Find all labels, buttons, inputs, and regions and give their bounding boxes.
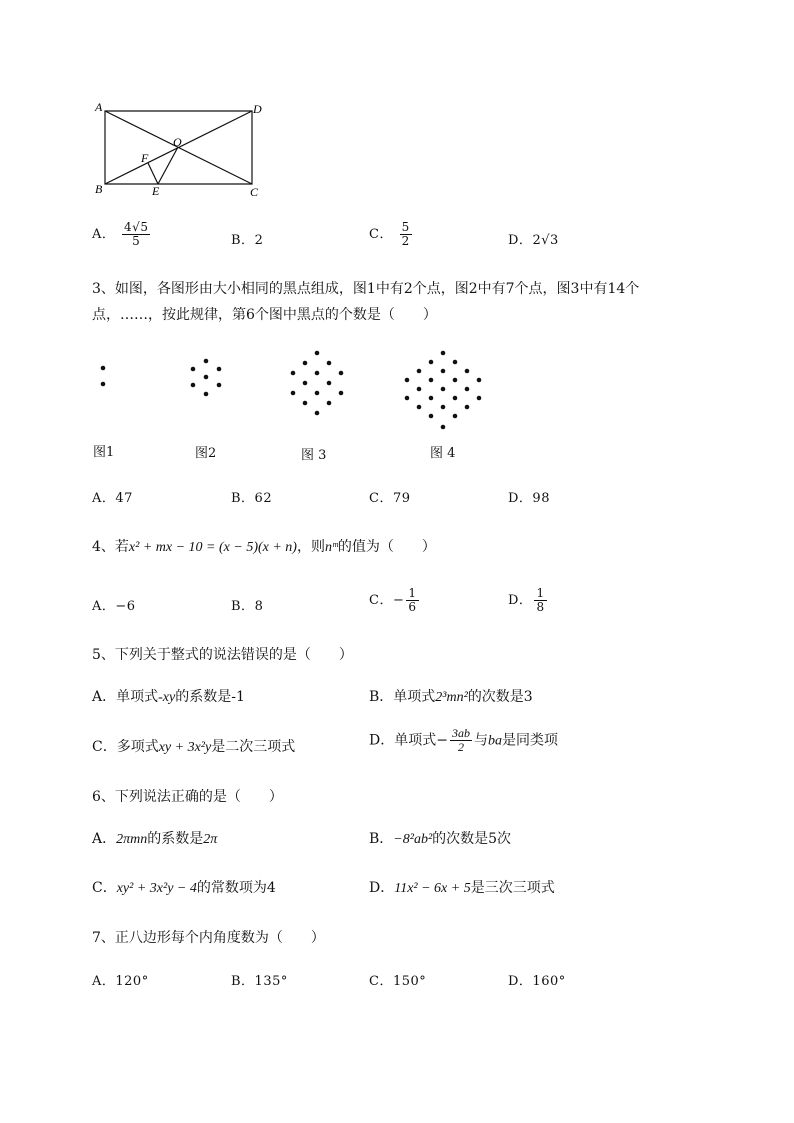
fraction-numerator: 4√5: [124, 220, 149, 234]
option-sign: −: [392, 593, 405, 608]
option-suffix: 是二次三项式: [211, 739, 296, 755]
fraction: [122, 221, 150, 248]
dot: [303, 401, 308, 406]
q4-stem: [92, 536, 436, 556]
q3-option-a[interactable]: A．47: [92, 491, 133, 506]
q2-option-a[interactable]: [92, 221, 152, 248]
dot: [429, 414, 434, 419]
option-connector: 与: [473, 732, 488, 749]
dot: [477, 396, 482, 401]
dot: [191, 383, 196, 388]
segment-fe: [148, 163, 158, 184]
dot: [453, 414, 458, 419]
dot: [204, 392, 209, 397]
dot: [204, 375, 209, 380]
dot: [315, 391, 320, 396]
dot: [465, 405, 470, 410]
fraction-denominator: 8: [536, 600, 545, 614]
point-label: O: [173, 135, 182, 149]
q5-option-d[interactable]: [369, 727, 558, 754]
dot: [327, 361, 332, 366]
fraction-numerator: 1: [536, 586, 545, 600]
option-expression: 2π: [203, 832, 218, 847]
option-expression: −8²ab²: [393, 832, 433, 847]
option-suffix: 是同类项: [501, 732, 558, 749]
option-prefix: D．: [369, 880, 395, 896]
q6-option-c[interactable]: [92, 877, 276, 897]
rectangle-figure: [90, 98, 270, 202]
dot: [465, 387, 470, 392]
point-label: D: [253, 102, 262, 116]
q2-option-d[interactable]: [508, 229, 559, 248]
dot: [405, 378, 410, 383]
q3-option-c[interactable]: C．79: [369, 491, 411, 506]
q3-option-d[interactable]: D．98: [508, 491, 550, 506]
dot: [217, 383, 222, 388]
fraction-denominator: 2: [457, 740, 464, 754]
point-label: A: [95, 100, 103, 114]
option-expression: ba: [487, 733, 502, 749]
option-value: −6: [115, 599, 136, 614]
dot: [204, 359, 209, 364]
q5-option-a[interactable]: [92, 686, 245, 706]
q4-expression: nᵐ: [324, 540, 338, 555]
dot: [315, 371, 320, 376]
option-letter: A．: [92, 227, 116, 242]
q6-option-a[interactable]: [92, 828, 217, 848]
fraction-denominator: 6: [408, 600, 417, 614]
dot: [417, 369, 422, 374]
option-letter: B．: [231, 233, 255, 248]
dot: [101, 366, 106, 371]
q7-stem: 7、正八边形每个内角度数为（ ）: [92, 930, 325, 946]
option-letter: D．: [508, 233, 533, 248]
dot: [303, 381, 308, 386]
option-value: 8: [254, 599, 264, 614]
option-prefix: C．多项式: [92, 739, 159, 755]
dot: [441, 425, 446, 430]
q4-option-c[interactable]: [369, 587, 421, 614]
dot: [315, 411, 320, 416]
option-expression: xy² + 3x²y − 4: [116, 881, 197, 896]
option-prefix: C．: [92, 880, 117, 896]
q4-prefix: 4、若: [92, 539, 129, 555]
q6-option-b[interactable]: [369, 828, 511, 848]
point-label: B: [95, 182, 103, 196]
option-expression: xy + 3x²y: [158, 740, 212, 755]
option-suffix: 的次数是5次: [432, 831, 512, 847]
option-letter: C．: [369, 593, 393, 608]
dot: [217, 367, 222, 372]
fraction-denominator: 2: [401, 234, 410, 248]
option-expression: -xy: [158, 690, 176, 705]
option-suffix: 的次数是3: [467, 689, 533, 705]
dot: [453, 360, 458, 365]
dot: [429, 378, 434, 383]
option-letter: B．: [231, 599, 255, 614]
option-connector: 的系数是: [147, 831, 204, 847]
dot: [327, 401, 332, 406]
dot: [417, 387, 422, 392]
dot: [441, 351, 446, 356]
q4-option-a[interactable]: [92, 595, 136, 614]
figure-caption-1: 图1: [93, 445, 115, 460]
fraction-numerator: 1: [408, 586, 417, 600]
q6-stem: 6、下列说法正确的是（ ）: [92, 789, 283, 805]
option-suffix: 的常数项为4: [196, 880, 276, 896]
q4-option-d[interactable]: [508, 587, 549, 614]
option-letter: A．: [92, 599, 116, 614]
fraction: [450, 727, 472, 754]
dot: [417, 405, 422, 410]
figure-caption-4: 图 4: [430, 446, 456, 461]
figure-caption-2: 图2: [195, 446, 217, 461]
dot: [315, 351, 320, 356]
dot: [441, 405, 446, 410]
option-prefix: A．单项式: [92, 689, 159, 705]
fraction-numerator: 5: [401, 220, 410, 234]
q4-equation: x² + mx − 10 = (x − 5)(x + n): [128, 540, 297, 555]
dot: [405, 396, 410, 401]
dot: [477, 378, 482, 383]
fraction: [406, 587, 418, 614]
dot-pattern-figures: [90, 345, 490, 435]
q2-option-c[interactable]: [369, 221, 414, 248]
point-label: C: [250, 185, 259, 199]
option-suffix: 是三次三项式: [470, 880, 555, 896]
figure-caption-3: 图 3: [301, 448, 327, 463]
dot: [303, 361, 308, 366]
dot: [291, 371, 296, 376]
dot: [339, 371, 344, 376]
dot: [191, 367, 196, 372]
fraction-numerator: 3ab: [451, 726, 470, 740]
option-prefix: B．单项式: [369, 689, 436, 705]
fraction-denominator: 5: [132, 234, 141, 248]
option-value: 2: [254, 233, 264, 248]
option-value: 2√3: [532, 233, 559, 248]
option-expression: 2³mn²: [435, 690, 468, 705]
dot: [453, 378, 458, 383]
option-prefix: D．单项式: [369, 732, 437, 749]
q4-option-b[interactable]: [231, 595, 263, 614]
q7-option-c[interactable]: C．150°: [369, 974, 427, 989]
q4-middle: ，则: [296, 539, 325, 555]
option-expression: 2πmn: [116, 832, 148, 847]
fraction: [400, 221, 412, 248]
q3-stem-line2: 点，……，按此规律，第6个图中黑点的个数是（ ）: [92, 307, 437, 323]
dot: [101, 382, 106, 387]
dot: [429, 360, 434, 365]
q5-option-c[interactable]: [92, 736, 295, 756]
dot: [291, 391, 296, 396]
point-label: E: [152, 184, 160, 198]
q5-stem: 5、下列关于整式的说法错误的是（ ）: [92, 647, 353, 663]
option-suffix: 的系数是-1: [175, 689, 245, 705]
option-expression: 11x² − 6x + 5: [394, 881, 471, 896]
option-prefix: B．: [369, 831, 394, 847]
q2-option-b[interactable]: [231, 229, 263, 248]
q6-option-d[interactable]: [369, 877, 555, 897]
dot: [327, 381, 332, 386]
dot: [339, 391, 344, 396]
dot: [429, 396, 434, 401]
option-letter: D．: [508, 593, 533, 608]
point-label: F: [141, 151, 149, 165]
dot: [453, 396, 458, 401]
dot: [465, 369, 470, 374]
q7-option-a[interactable]: A．120°: [92, 974, 149, 989]
option-sign: −: [436, 732, 448, 749]
q7-option-b[interactable]: B．135°: [231, 974, 288, 989]
q5-option-b[interactable]: [369, 686, 533, 706]
q7-option-d[interactable]: D．160°: [508, 974, 566, 989]
q3-option-b[interactable]: B．62: [231, 491, 273, 506]
dot: [441, 387, 446, 392]
q4-suffix: 的值为（ ）: [337, 539, 436, 555]
fraction: [534, 587, 546, 614]
option-letter: C．: [369, 227, 393, 242]
dot: [441, 369, 446, 374]
option-prefix: A．: [92, 831, 117, 847]
q3-stem-line1: 3、如图，各图形由大小相同的黑点组成，图1中有2个点，图2中有7个点，图3中有14个: [92, 281, 640, 297]
